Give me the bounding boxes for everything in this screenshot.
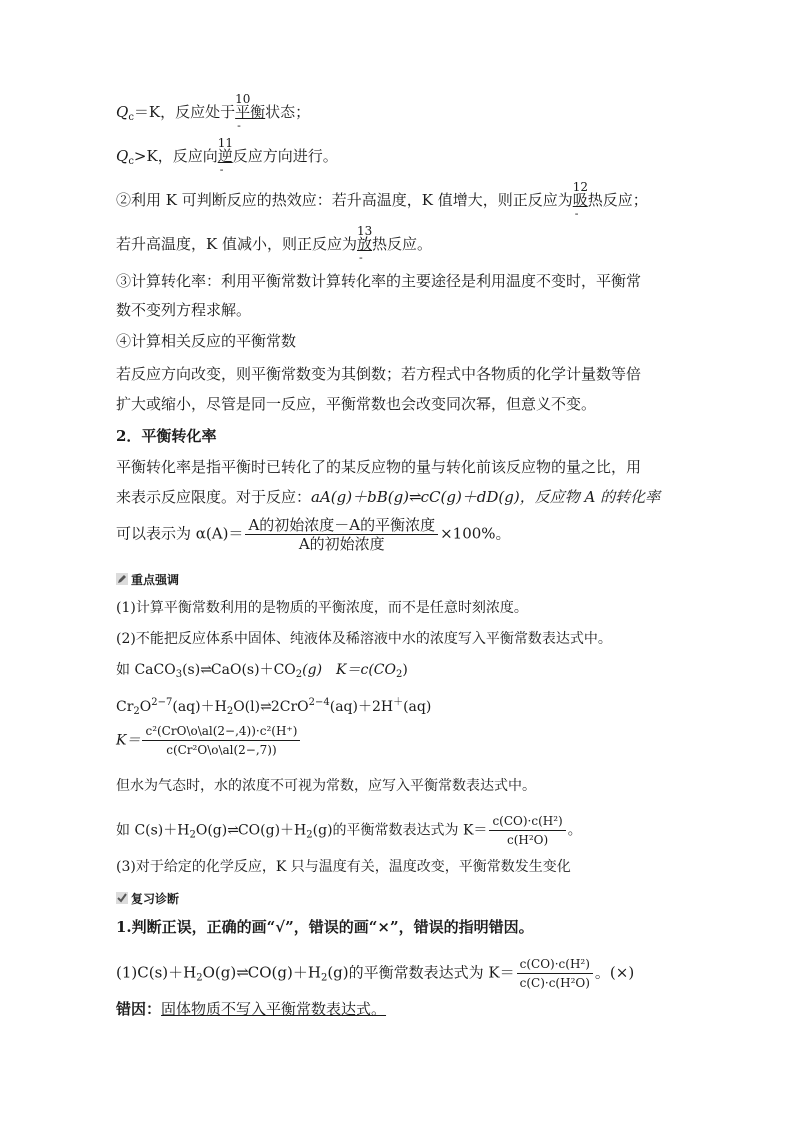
text: 热反应； — [587, 191, 648, 209]
fraction-denominator: A的初始浓度 — [298, 535, 385, 553]
text: 。 — [567, 822, 582, 839]
text: K＝ — [116, 732, 141, 749]
blank-answer: 放 — [356, 235, 372, 253]
text: O — [139, 699, 152, 715]
k-fraction — [142, 722, 300, 759]
example-caco3 — [116, 659, 408, 686]
text: 状态； — [265, 103, 311, 121]
fraction-denominator: c(C)·c(H²O) — [519, 976, 590, 990]
text: (s) — [182, 662, 201, 678]
text: O(l) — [233, 699, 261, 715]
blank-answer: 逆 — [217, 147, 233, 165]
pencil-icon — [116, 569, 128, 581]
fraction-numerator: c²(CrO\o\al(2−,4))·c²(H⁺) — [142, 722, 300, 741]
text: ②利用 K 可判断反应的热效应：若升高温度，K 值增大，则正反应为 — [116, 191, 573, 209]
point-3: (3)对于给定的化学反应，K 只与温度有关，温度改变，平衡常数发生变化 — [116, 859, 571, 875]
text: (g)的平衡常数表达式为 K＝ — [312, 822, 488, 839]
text: ＝K，反应处于 — [133, 103, 236, 121]
point-gas-water: 但水为气态时，水的浓度不可视为常数，应写入平衡常数表达式中。 — [116, 778, 536, 794]
line-heat-effect-2 — [116, 224, 433, 264]
text: Cr — [116, 699, 134, 715]
fraction-numerator: c(CO)·c(H²) — [489, 812, 565, 831]
text: CO(g)＋H — [247, 963, 321, 982]
subscript: 2 — [196, 972, 203, 984]
text: 如 C(s)＋H — [116, 822, 190, 839]
k-expression-dichromate — [116, 722, 302, 759]
equilibrium-arrow: ⇌ — [227, 822, 238, 839]
text: CO(g)＋H — [237, 822, 307, 839]
text: (aq) — [403, 699, 432, 715]
line-qc-eq-k — [116, 92, 311, 132]
section-label: 复习诊断 — [131, 892, 180, 906]
blank-number: 12 — [572, 180, 589, 194]
line-conversion-formula — [116, 516, 511, 553]
section-label: 重点强调 — [131, 573, 180, 587]
example-water-gas — [116, 812, 582, 849]
answer-blank-13 — [356, 224, 373, 264]
line-conversion-1: ③计算转化率：利用平衡常数计算转化率的主要途径是利用温度不变时，平衡常 — [116, 272, 642, 290]
text: ×100%。 — [440, 524, 511, 543]
text: >K，反应向 — [133, 147, 218, 165]
question-1 — [116, 955, 634, 992]
conversion-fraction — [245, 516, 438, 553]
blank-dash: - — [358, 251, 363, 264]
text: ) — [402, 662, 408, 678]
section-label-review — [116, 887, 179, 910]
subscript: 2 — [189, 829, 196, 841]
text: 若升高温度，K 值减小，则正反应为 — [116, 235, 357, 253]
line-reverse-2: 扩大或缩小，尽管是同一反应，平衡常数也会改变同次幂，但意义不变。 — [116, 395, 597, 413]
blank-dash: - — [237, 119, 241, 132]
text: 如 CaCO — [116, 662, 176, 678]
text: (aq)＋H — [172, 699, 227, 715]
error-text: 固体物质不写入平衡常数表达式。 — [161, 1000, 387, 1018]
reaction-right: cC(g)＋dD(g)，反应物 A 的转化率 — [420, 488, 661, 506]
point-1: (1)计算平衡常数利用的是物质的平衡浓度，而不是任意时刻浓度。 — [116, 600, 528, 616]
subscript: 2 — [226, 706, 234, 717]
line-related-k: ④计算相关反应的平衡常数 — [116, 332, 297, 350]
blank-answer: 吸 — [572, 191, 588, 209]
blank-answer: 平衡 — [235, 103, 266, 121]
section-label-key-points — [116, 568, 179, 591]
q-subscript: c — [128, 156, 134, 167]
text: 可以表示为 α(A)＝ — [116, 524, 244, 543]
text: O(g) — [195, 822, 228, 839]
k-fraction — [517, 955, 593, 992]
superscript: 2−7 — [151, 697, 173, 708]
text: (g)的平衡常数表达式为 K＝ — [327, 963, 515, 982]
fraction-numerator: c(CO)·c(H²) — [517, 955, 593, 974]
fraction-denominator: c(H²O) — [506, 833, 549, 847]
q-symbol: Q — [116, 147, 129, 165]
line-def-1: 平衡转化率是指平衡时已转化了的某反应物的量与转化前该反应物的量之比，用 — [116, 458, 642, 476]
superscript: 2−4 — [308, 697, 330, 708]
answer-blank-12 — [572, 180, 589, 220]
text: CaO(s)＋CO — [210, 662, 296, 678]
superscript: ＋ — [393, 697, 404, 708]
subscript: 2 — [133, 706, 140, 717]
text: 。(×) — [594, 963, 635, 982]
reaction-left: aA(g)＋bB(g) — [311, 488, 410, 506]
point-2: (2)不能把反应体系中固体、纯液体及稀溶液中水的浓度写入平衡常数表达式中。 — [116, 631, 612, 647]
line-qc-gt-k — [116, 136, 338, 176]
equilibrium-arrow: ⇌ — [200, 662, 211, 678]
question-instruction: 1.判断正误，正确的画“√”，错误的画“×”，错误的指明错因。 — [116, 918, 534, 936]
line-heat-effect-1 — [116, 180, 648, 220]
blank-dash: - — [219, 163, 224, 176]
q-subscript: c — [128, 112, 134, 123]
text: (aq)＋2H — [329, 699, 394, 715]
blank-number: 10 — [235, 92, 251, 106]
answer-blank-10 — [235, 92, 266, 132]
blank-number: 11 — [217, 136, 233, 150]
text: (1)C(s)＋H — [116, 963, 197, 982]
answer-blank-11 — [217, 136, 233, 176]
text: (g) K＝c(CO — [302, 662, 396, 678]
line-reverse-1: 若反应方向改变，则平衡常数变为其倒数；若方程式中各物质的化学计量数等倍 — [116, 365, 642, 383]
blank-dash: - — [574, 207, 579, 220]
line-conversion-2: 数不变列方程求解。 — [116, 301, 252, 319]
line-def-2 — [116, 486, 660, 508]
equilibrium-arrow: ⇌ — [236, 963, 248, 982]
section-heading-conversion: 2．平衡转化率 — [116, 427, 217, 445]
subscript: 2 — [306, 829, 313, 841]
text: 2CrO — [270, 699, 309, 715]
subscript: 3 — [175, 669, 183, 680]
equilibrium-arrow: ⇌ — [260, 699, 271, 715]
subscript: 2 — [295, 669, 303, 680]
equilibrium-arrow: ⇌ — [409, 488, 421, 506]
subscript: 2 — [320, 972, 328, 984]
fraction-denominator: c(Cr²O\o\al(2−,7)) — [166, 743, 277, 757]
error-label: 错因： — [116, 1000, 162, 1018]
example-dichromate — [116, 692, 431, 723]
check-icon — [116, 888, 128, 900]
k-fraction — [489, 812, 565, 849]
q-symbol: Q — [116, 103, 129, 121]
fraction-numerator: A的初始浓度－A的平衡浓度 — [245, 516, 438, 535]
text: 热反应。 — [372, 235, 433, 253]
text: O(g) — [202, 963, 237, 982]
error-reason — [116, 998, 386, 1020]
blank-number: 13 — [356, 224, 373, 238]
text: 来表示反应限度。对于反应： — [116, 488, 312, 506]
text: 反应方向进行。 — [232, 147, 338, 165]
subscript: 2 — [395, 669, 403, 680]
